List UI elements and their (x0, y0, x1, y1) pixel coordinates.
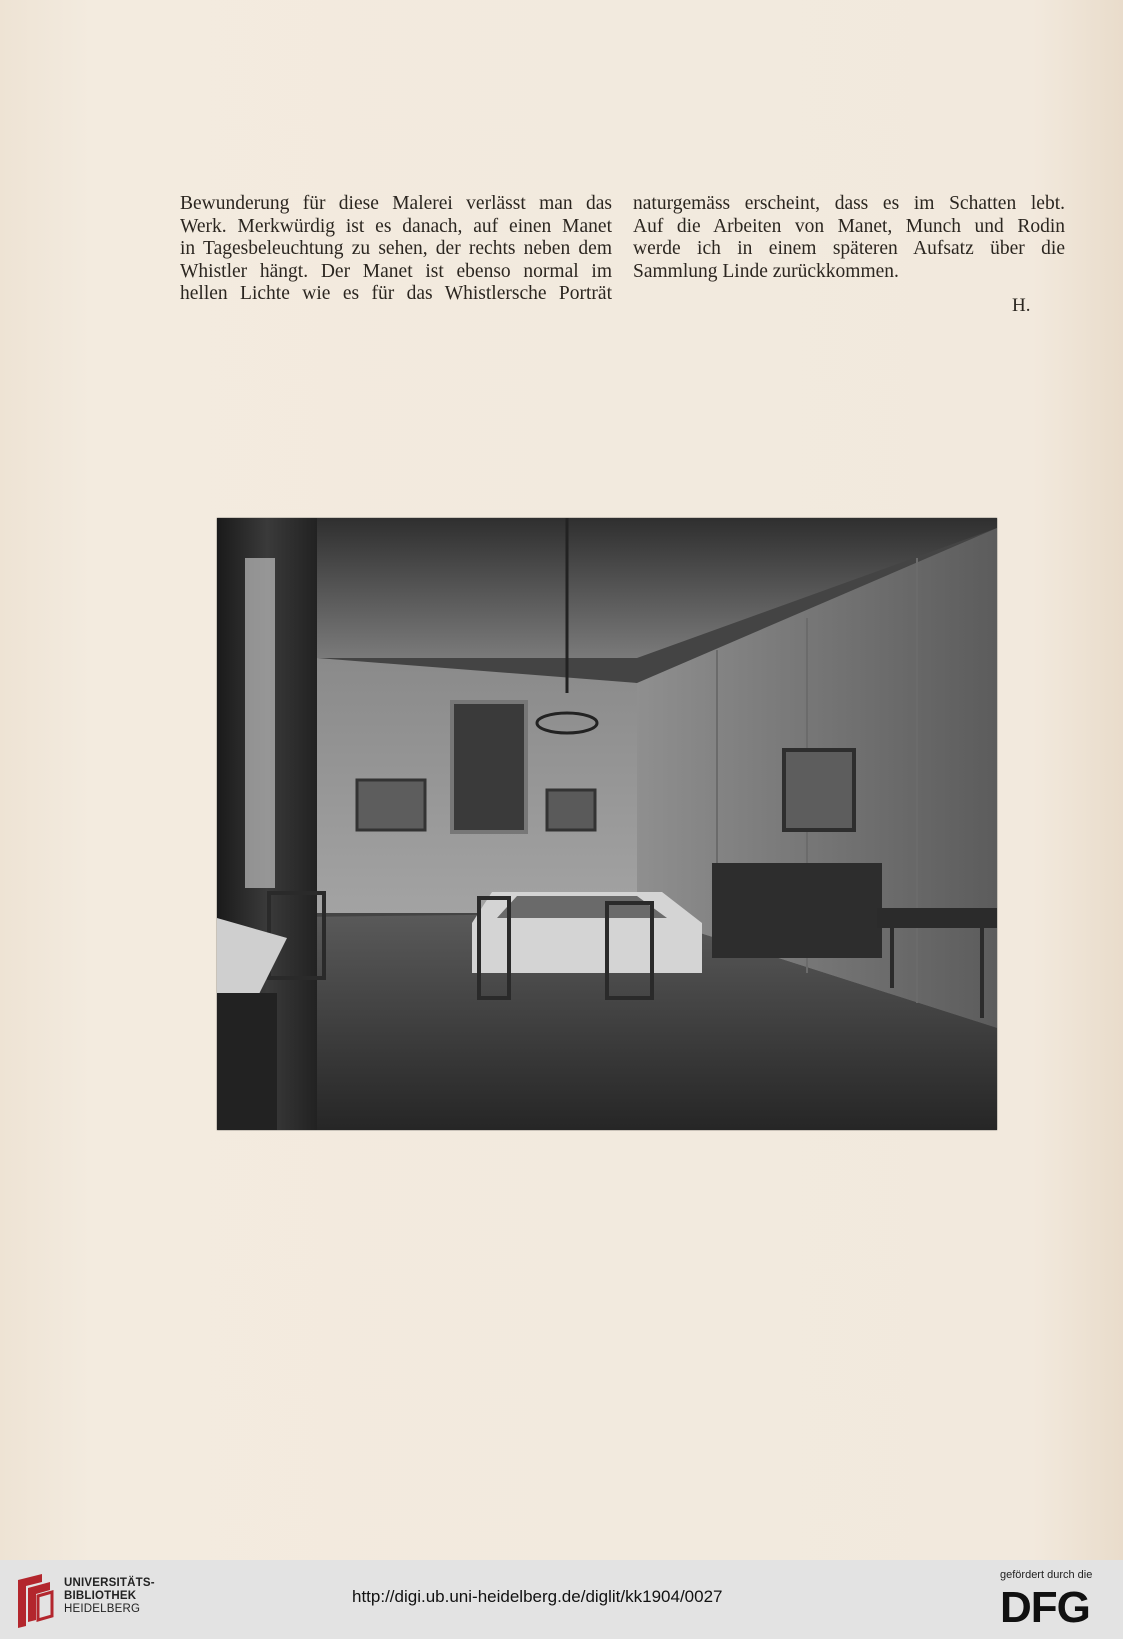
text-line: naturgemäss erscheint, dass es im Schatten lebt. (633, 193, 1065, 214)
funding-label: gefördert durch die (1000, 1569, 1093, 1581)
author-signature: H. (1012, 295, 1031, 316)
text-line: in Tagesbeleuchtung zu sehen, der rechts neben dem (180, 238, 612, 259)
text-line: hellen Lichte wie es für das Whistlersche Porträt (180, 283, 612, 304)
permalink-url[interactable]: http://digi.ub.uni-heidelberg.de/diglit/kk1904/0027 (352, 1587, 723, 1606)
digital-library-footer (0, 1560, 1123, 1639)
text-line: Bewunderung für diese Malerei verlässt man das (180, 193, 612, 214)
text-column-left (180, 193, 612, 306)
dfg-logo: DFG (1000, 1583, 1090, 1632)
library-name-line: BIBLIOTHEK (64, 1590, 137, 1602)
text-line: Auf die Arbeiten von Manet, Munch und Rodin (633, 215, 1065, 237)
university-library-logo-icon (12, 1570, 56, 1630)
text-line: Whistler hängt. Der Manet ist ebenso normal im (180, 260, 612, 282)
text-column-right (633, 193, 1065, 283)
library-name (64, 1577, 155, 1616)
library-name-line: HEIDELBERG (64, 1603, 141, 1615)
text-line: Sammlung Linde zurückkommen. (633, 260, 899, 282)
text-line: Werk. Merkwürdig ist es danach, auf einen Manet (180, 215, 612, 237)
text-line: werde ich in einem späteren Aufsatz über die (633, 238, 1065, 259)
library-name-line: UNIVERSITÄTS- (64, 1577, 155, 1589)
dining-room-photograph (217, 518, 997, 1130)
